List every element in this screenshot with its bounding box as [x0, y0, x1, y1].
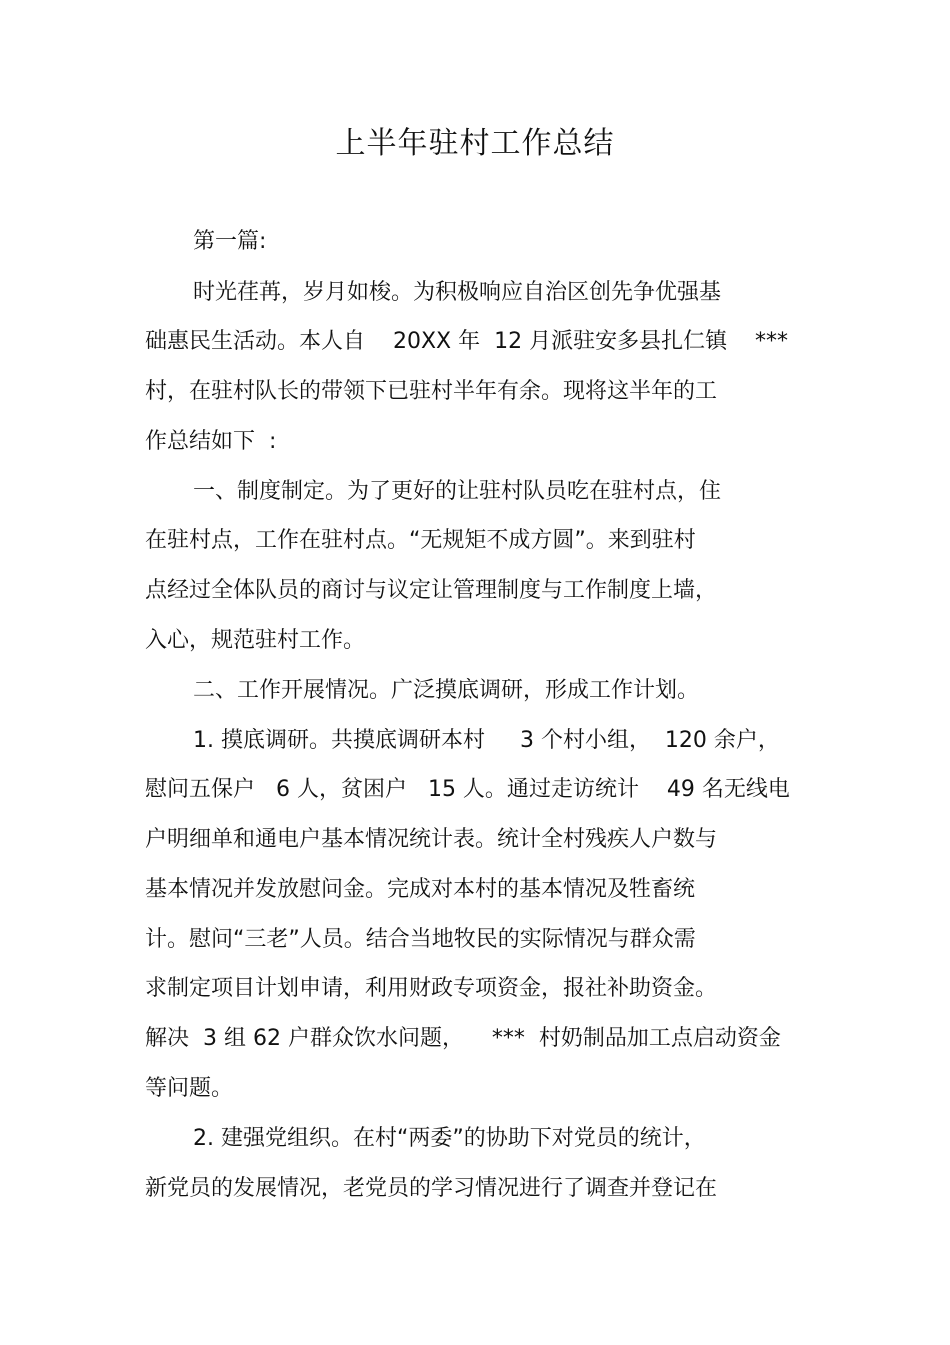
paragraph-line: 2. 建强党组织。在村“两委”的协助下对党员的统计，: [193, 1126, 706, 1151]
paragraph-line: 1. 摸底调研。共摸底调研本村 3 个村小组， 120 余户，: [193, 728, 780, 753]
paragraph-line: 户明细单和通电户基本情况统计表。统计全村残疾人户数与: [145, 827, 718, 852]
paragraph-line: 新党员的发展情况，老党员的学习情况进行了调查并登记在: [145, 1176, 718, 1201]
paragraph-line: 村，在驻村队长的带领下已驻村半年有余。现将这半年的工: [145, 379, 718, 404]
paragraph-line: 二、工作开展情况。广泛摸底调研，形成工作计划。: [193, 678, 700, 703]
paragraph-line: 在驻村点，工作在驻村点。“无规矩不成方圆”。来到驻村: [145, 528, 696, 553]
paragraph-line: 一、制度制定。为了更好的让驻村队员吃在驻村点，住: [193, 479, 722, 504]
paragraph-line: 时光荏苒，岁月如梭。为积极响应自治区创先争优强基: [193, 280, 722, 305]
paragraph-line: 作总结如下 :: [145, 429, 277, 454]
document-title: 上半年驻村工作总结: [335, 126, 615, 161]
paragraph-line: 点经过全体队员的商讨与议定让管理制度与工作制度上墙，: [145, 578, 718, 603]
paragraph-line: 求制定项目计划申请，利用财政专项资金，报社补助资金。: [145, 976, 718, 1001]
paragraph-line: 础惠民生活动。本人自 20XX 年 12 月派驻安多县扎仁镇 ***: [145, 329, 789, 354]
paragraph-line: 入心，规范驻村工作。: [145, 628, 366, 653]
paragraph-line: 计。慰问“三老”人员。结合当地牧民的实际情况与群众需: [145, 927, 696, 952]
paragraph-line: 慰问五保户 6 人，贫困户 15 人。通过走访统计 49 名无线电: [145, 777, 790, 802]
paragraph-line: 解决 3 组 62 户群众饮水问题， *** 村奶制品加工点启动资金: [145, 1026, 781, 1051]
section-heading: 第一篇:: [193, 229, 267, 254]
paragraph-line: 基本情况并发放慰问金。完成对本村的基本情况及牲畜统: [145, 877, 696, 902]
paragraph-line: 等问题。: [145, 1076, 234, 1101]
